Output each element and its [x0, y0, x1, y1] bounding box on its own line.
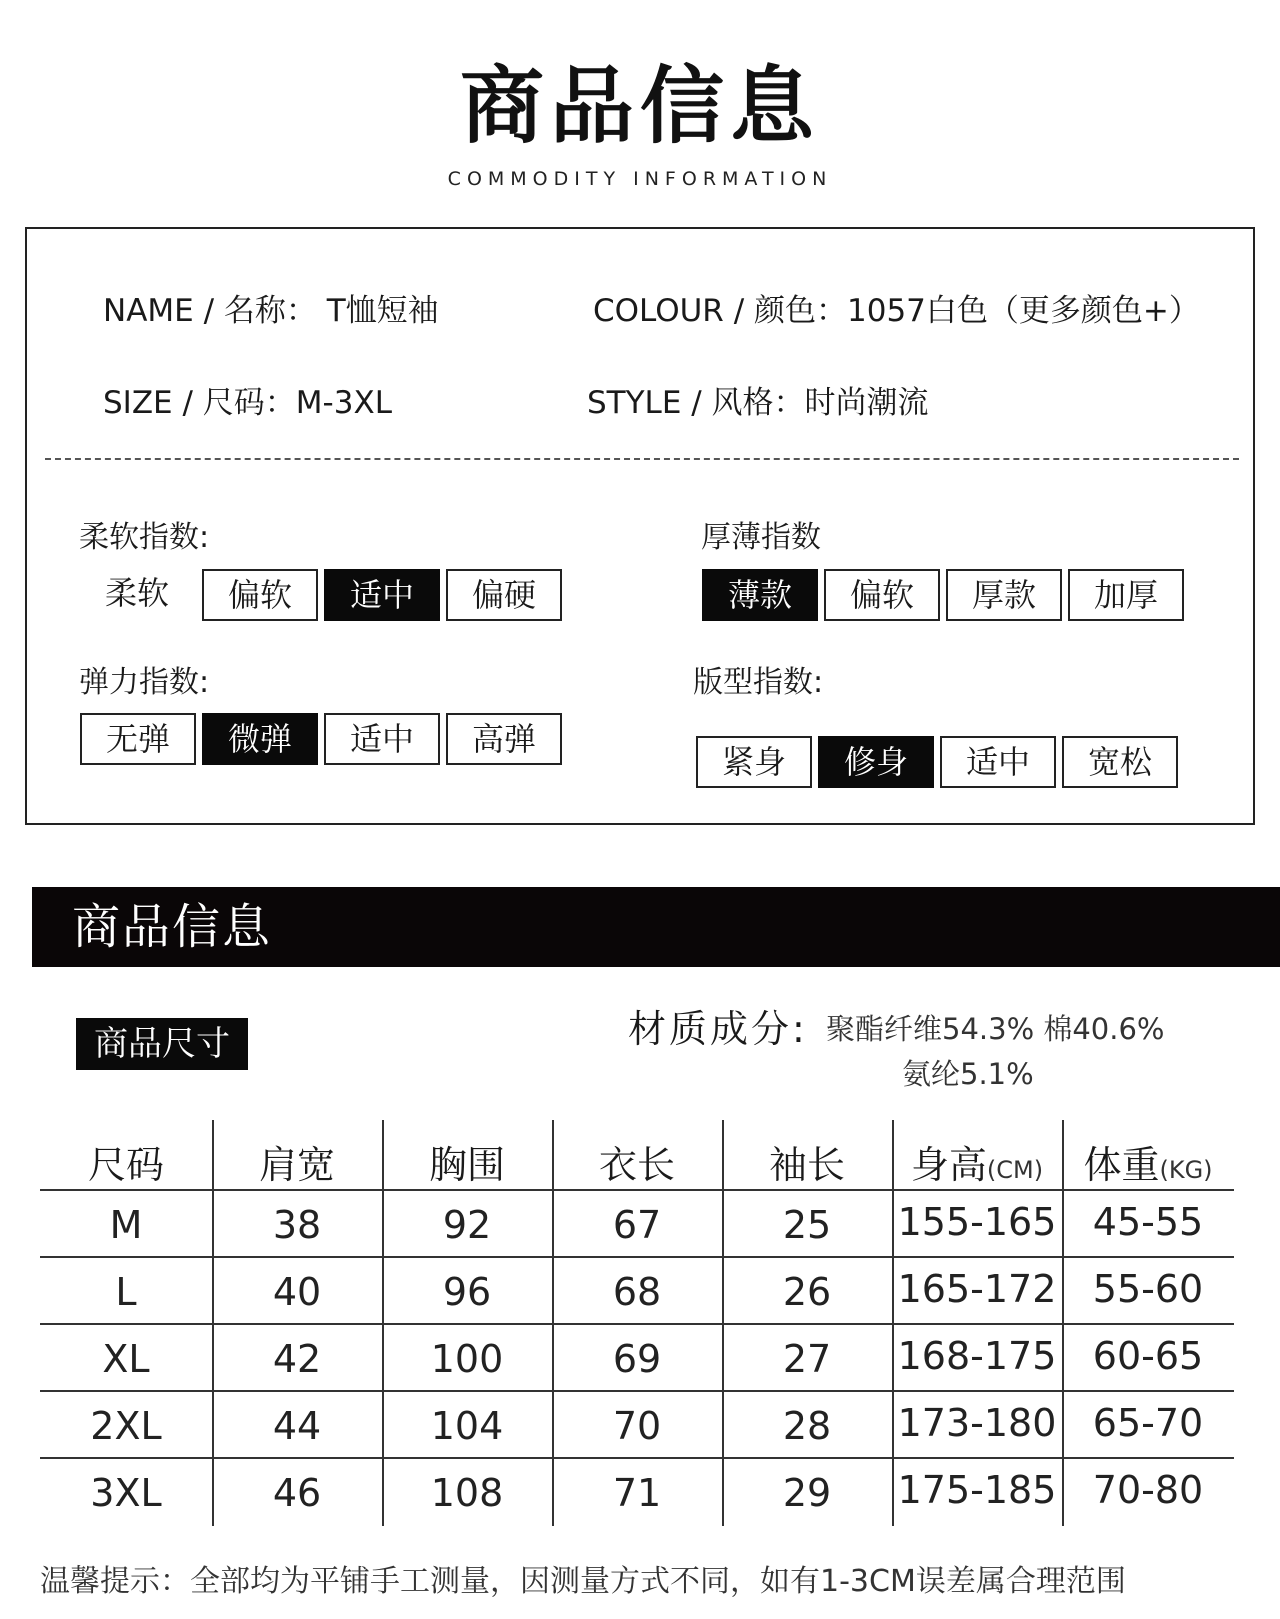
fit-option: 宽松: [1062, 736, 1178, 788]
material-composition-line1: 聚酯纤维54.3% 棉40.6%: [826, 1012, 1165, 1046]
product-size-range: SIZE / 尺码：M-3XL: [103, 385, 392, 421]
thickness-option-selected: 薄款: [702, 569, 818, 621]
table-cell: 104: [430, 1404, 504, 1448]
table-cell: 45-55: [1092, 1200, 1204, 1244]
table-cell: 26: [782, 1270, 832, 1314]
elasticity-option-selected: 微弹: [202, 713, 318, 765]
softness-option-selected: 适中: [324, 569, 440, 621]
elasticity-index-title: 弹力指数:: [79, 665, 210, 700]
table-cell: 173-180: [897, 1401, 1057, 1445]
table-cell: 40: [272, 1270, 322, 1314]
elasticity-option: 适中: [324, 713, 440, 765]
table-cell: 60-65: [1092, 1334, 1204, 1378]
material-label: 材质成分:: [628, 1007, 808, 1051]
table-divider: [40, 1256, 1234, 1258]
table-cell: 3XL: [90, 1471, 162, 1515]
product-info-box: [25, 227, 1255, 825]
table-cell: 175-185: [897, 1468, 1057, 1512]
table-cell: XL: [102, 1337, 150, 1381]
table-cell: 96: [442, 1270, 492, 1314]
table-divider: [40, 1390, 1234, 1392]
table-cell: 68: [612, 1270, 662, 1314]
page-subtitle: COMMODITY INFORMATION: [447, 168, 833, 190]
table-cell: 25: [782, 1203, 832, 1247]
fit-index-title: 版型指数:: [693, 665, 824, 700]
thickness-index-title: 厚薄指数: [701, 520, 821, 555]
table-cell: 67: [612, 1203, 662, 1247]
product-colour: COLOUR / 颜色：1057白色（更多颜色+）: [593, 293, 1200, 329]
table-cell: 42: [272, 1337, 322, 1381]
product-name: NAME / 名称： T恤短袖: [103, 293, 439, 329]
table-cell: 27: [782, 1337, 832, 1381]
table-header: 肩宽: [258, 1143, 335, 1187]
thickness-option: 加厚: [1068, 569, 1184, 621]
table-header: 体重(KG): [1083, 1143, 1213, 1187]
material-composition-line2: 氨纶5.1%: [902, 1057, 1034, 1091]
size-badge: 商品尺寸: [76, 1018, 248, 1070]
thickness-option: 厚款: [946, 569, 1062, 621]
thickness-option: 偏软: [824, 569, 940, 621]
table-cell: 55-60: [1092, 1267, 1204, 1311]
table-cell: 44: [272, 1404, 322, 1448]
section-header-bar: [32, 887, 1280, 967]
fit-option: 适中: [940, 736, 1056, 788]
table-cell: 28: [782, 1404, 832, 1448]
table-cell: M: [109, 1203, 143, 1247]
table-cell: 92: [442, 1203, 492, 1247]
table-divider: [40, 1189, 1234, 1191]
table-header: 袖长: [768, 1143, 845, 1187]
table-divider: [40, 1457, 1234, 1459]
fit-option-selected: 修身: [818, 736, 934, 788]
table-cell: 29: [782, 1471, 832, 1515]
table-cell: 69: [612, 1337, 662, 1381]
table-cell: 46: [272, 1471, 322, 1515]
measurement-note: 温馨提示：全部均为平铺手工测量，因测量方式不同，如有1-3CM误差属合理范围: [40, 1564, 1126, 1599]
elasticity-option: 高弹: [446, 713, 562, 765]
table-cell: 70: [612, 1404, 662, 1448]
table-cell: 155-165: [897, 1200, 1057, 1244]
table-cell: 108: [430, 1471, 504, 1515]
elasticity-option: 无弹: [80, 713, 196, 765]
softness-index-title: 柔软指数:: [79, 520, 210, 555]
table-cell: 71: [612, 1471, 662, 1515]
table-header: 衣长: [598, 1143, 675, 1187]
table-cell: 165-172: [897, 1267, 1057, 1311]
table-header: 身高(CM): [910, 1143, 1044, 1187]
table-header: 尺码: [87, 1143, 164, 1187]
table-divider: [40, 1323, 1234, 1325]
softness-option: 柔软: [104, 574, 169, 612]
table-cell: L: [115, 1270, 137, 1314]
size-table: [40, 1120, 1234, 1526]
softness-option: 偏硬: [446, 569, 562, 621]
table-cell: 168-175: [897, 1334, 1057, 1378]
table-cell: 2XL: [90, 1404, 162, 1448]
page-title: 商品信息: [459, 57, 820, 155]
table-header: 胸围: [428, 1143, 505, 1187]
table-cell: 70-80: [1092, 1468, 1204, 1512]
section-header-title: 商品信息: [72, 899, 273, 955]
softness-option: 偏软: [202, 569, 318, 621]
table-cell: 38: [272, 1203, 322, 1247]
dashed-divider: [45, 458, 1239, 460]
product-style: STYLE / 风格：时尚潮流: [587, 385, 929, 421]
table-cell: 100: [430, 1337, 504, 1381]
table-cell: 65-70: [1092, 1401, 1204, 1445]
fit-option: 紧身: [696, 736, 812, 788]
